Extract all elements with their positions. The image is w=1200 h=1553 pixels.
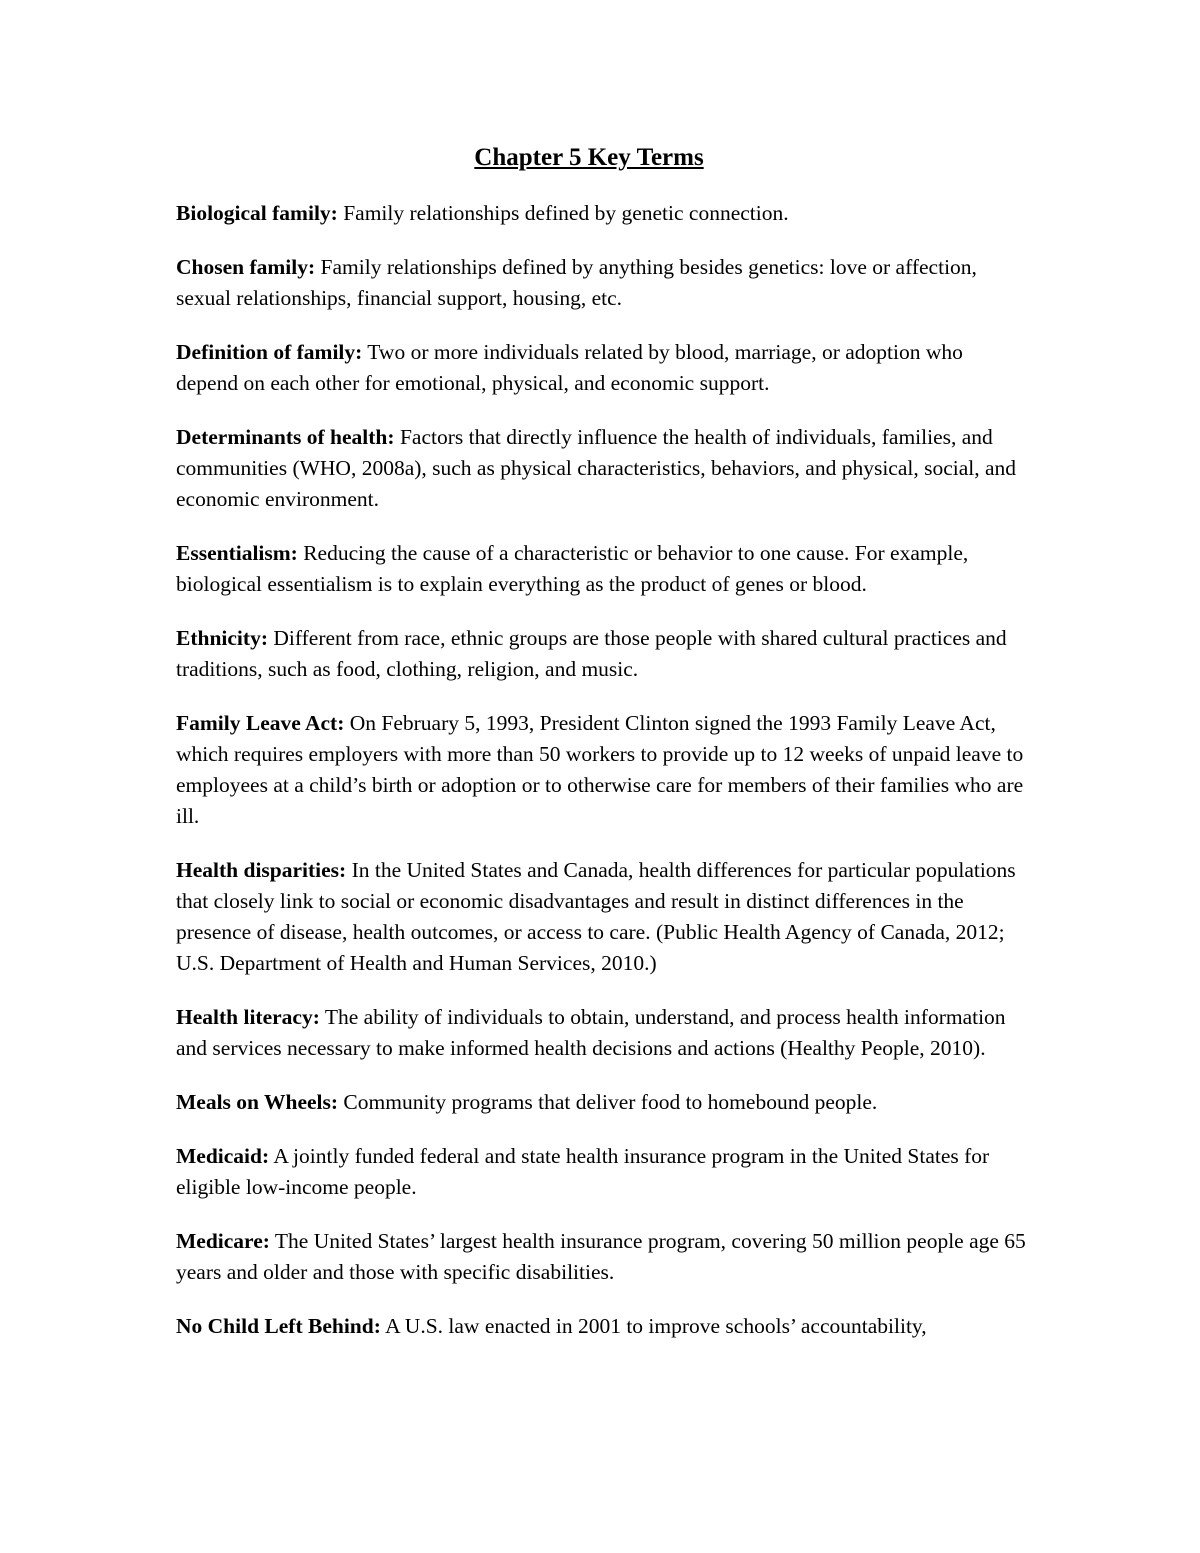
term-label: Health disparities:: [176, 858, 347, 882]
term-label: No Child Left Behind:: [176, 1314, 381, 1338]
term-label: Meals on Wheels:: [176, 1090, 339, 1114]
term-label: Essentialism:: [176, 541, 298, 565]
glossary-entry-meals-on-wheels: [176, 1087, 1026, 1118]
term-definition: Reducing the cause of a characteristic or behavior to one cause. For example, biological essentialism is to explain everything as the product of genes or blood.: [176, 541, 969, 596]
term-definition: Two or more individuals related by blood, marriage, or adoption who depend on each other for emotional, physical, and economic support.: [176, 340, 963, 395]
glossary-entry-biological-family: [176, 198, 1026, 229]
term-label: Health literacy:: [176, 1005, 320, 1029]
term-label: Medicaid:: [176, 1144, 270, 1168]
term-definition: Family relationships defined by genetic connection.: [337, 201, 789, 225]
term-definition: The United States’ largest health insurance program, covering 50 million people age 65 years and older and those with specific disabilities.: [176, 1229, 1026, 1284]
glossary-entry-determinants-of-health: [176, 422, 1026, 515]
glossary-entry-essentialism: [176, 538, 1026, 600]
glossary-entry-health-disparities: [176, 855, 1026, 979]
glossary-entry-medicare: [176, 1226, 1026, 1288]
glossary-entry-ethnicity: [176, 623, 1026, 685]
term-definition: Family relationships defined by anything besides genetics: love or affection, sexual relationships, financial support, housing, etc.: [176, 255, 977, 310]
term-definition: On February 5, 1993, President Clinton signed the 1993 Family Leave Act, which requires employers with more than 50 workers to provide up to 12 weeks of unpaid leave to employees at a child’s birth or adoption or to otherwise care for members of their families who are ill.: [176, 711, 1024, 828]
term-definition: Community programs that deliver food to homebound people.: [338, 1090, 878, 1114]
glossary-entry-chosen-family: [176, 252, 1026, 314]
term-label: Medicare:: [176, 1229, 270, 1253]
term-definition: Factors that directly influence the health of individuals, families, and communities (WHO, 2008a), such as physical characteristics, behaviors, and physical, social, and economic environment.: [176, 425, 1017, 511]
glossary-entry-no-child-left-behind: [176, 1311, 1026, 1342]
term-definition: In the United States and Canada, health differences for particular populations that closely link to social or economic disadvantages and result in distinct differences in the presence of disease, health outcomes, or access to care. (Public Health Agency of Canada, 2012; U.S. Department of Health and Human Services, 2010.): [176, 858, 1016, 975]
glossary-entry-health-literacy: [176, 1002, 1026, 1064]
term-definition: The ability of individuals to obtain, understand, and process health information and services necessary to make informed health decisions and actions (Healthy People, 2010).: [176, 1005, 1006, 1060]
glossary-entry-medicaid: [176, 1141, 1026, 1203]
term-label: Chosen family:: [176, 255, 316, 279]
document-title: Chapter 5 Key Terms: [474, 144, 704, 171]
term-label: Family Leave Act:: [176, 711, 345, 735]
term-label: Determinants of health:: [176, 425, 395, 449]
term-label: Ethnicity:: [176, 626, 268, 650]
term-definition: A jointly funded federal and state health insurance program in the United States for eligible low-income people.: [176, 1144, 990, 1199]
term-definition: Different from race, ethnic groups are those people with shared cultural practices and traditions, such as food, clothing, religion, and music.: [176, 626, 1007, 681]
term-label: Biological family:: [176, 201, 338, 225]
term-definition: A U.S. law enacted in 2001 to improve schools’ accountability,: [380, 1314, 927, 1338]
term-label: Definition of family:: [176, 340, 363, 364]
document-page: [176, 140, 1026, 1365]
glossary-entry-family-leave-act: [176, 708, 1026, 832]
glossary-entry-definition-of-family: [176, 337, 1026, 399]
